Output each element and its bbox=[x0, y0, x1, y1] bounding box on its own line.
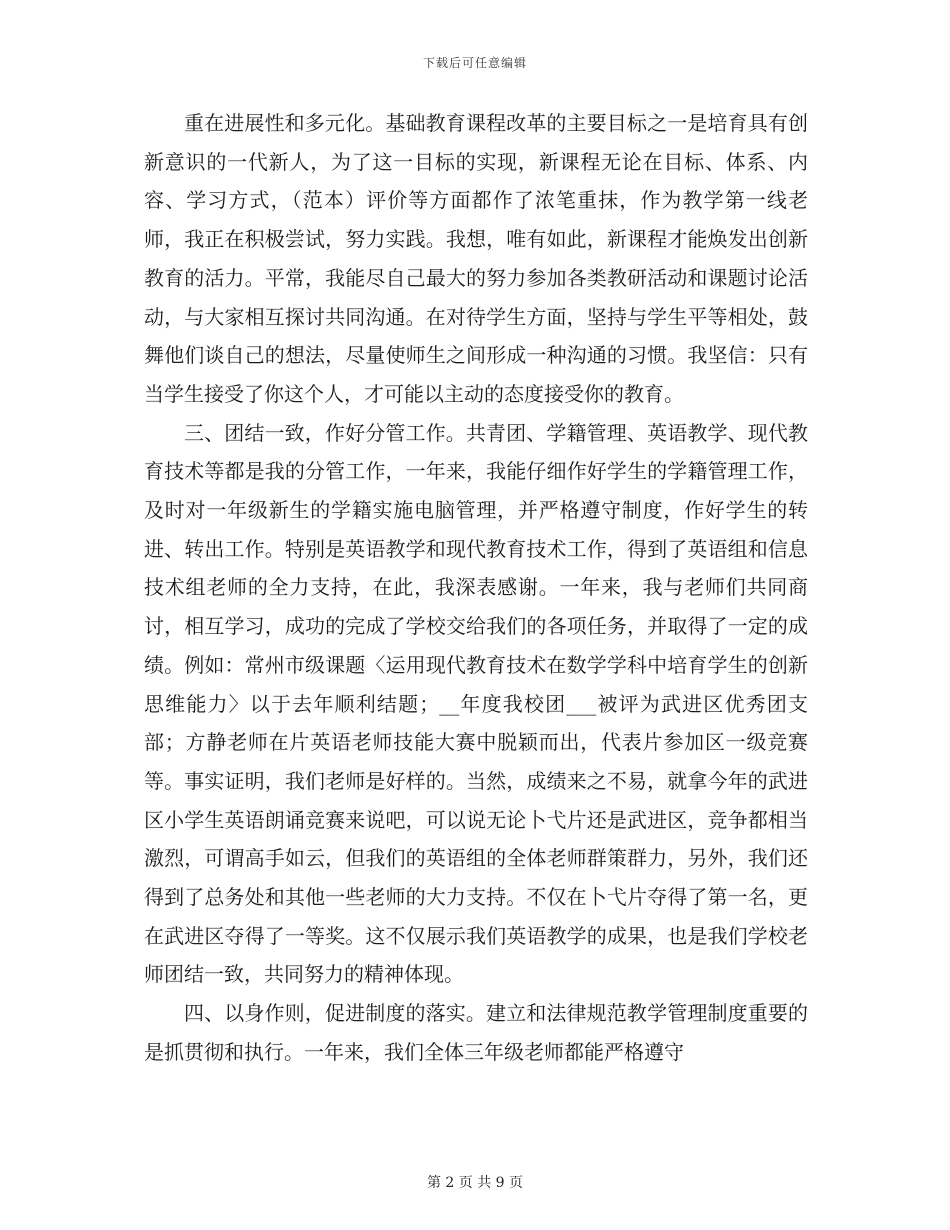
paragraph-1: 重在进展性和多元化。基础教育课程改革的主要目标之一是培育具有创新意识的一代新人，为了这一目标的实现，新课程无论在目标、体系、内容、学习方式，（范本）评价等方面都作了浓笔重抹，作为教学第一线老师，我正在积极尝试，努力实践。我想，唯有如此，新课程才能焕发出创新教育的活力。平常，我能尽自己最大的努力参加各类教研活动和课题讨论活动，与大家相互探讨共同沟通。在对待学生方面，坚持与学生平等相处，鼓舞他们谈自己的想法，尽量使师生之间形成一种沟通的习惯。我坚信：只有当学生接受了你这个人，才可能以主动的态度接受你的教育。 bbox=[144, 111, 808, 406]
page-number: 第 2 页 共 9 页 bbox=[426, 1175, 524, 1191]
page-header-note: 下载后可任意编辑 bbox=[422, 56, 527, 70]
document-body bbox=[144, 104, 808, 1072]
paragraph-2: 三、团结一致，作好分管工作。共青团、学籍管理、英语教学、现代教育技术等都是我的分管工作，一年来，我能仔细作好学生的学籍管理工作，及时对一年级新生的学籍实施电脑管理，并严格遵守制度，作好学生的转进、转出工作。特别是英语教学和现代教育技术工作，得到了英语组和信息技术组老师的全力支持，在此，我深表感谢。一年来，我与老师们共同商讨，相互学习，成功的完成了学校交给我们的各项任务，并取得了一定的成绩。例如：常州市级课题〈运用现代教育技术在数学学科中培育学生的创新思维能力〉以于去年顺利结题；__年度我校团___被评为武进区优秀团支部；方静老师在片英语老师技能大赛中脱颖而出，代表片参加区一级竞赛等。事实证明，我们老师是好样的。当然，成绩来之不易，就拿今年的武进区小学生英语朗诵竞赛来说吧，可以说无论卜弋片还是武进区，竞争都相当激烈，可谓高手如云，但我们的英语组的全体老师群策群力，另外，我们还得到了总务处和其他一些老师的大力支持。不仅在卜弋片夺得了第一名，更在武进区夺得了一等奖。这不仅展示我们英语教学的成果，也是我们学校老师团结一致，共同努力的精神体现。 bbox=[144, 420, 808, 987]
paragraph-3: 四、以身作则，促进制度的落实。建立和法律规范教学管理制度重要的是抓贯彻和执行。一年来，我们全体三年级老师都能严格遵守 bbox=[144, 1001, 808, 1064]
